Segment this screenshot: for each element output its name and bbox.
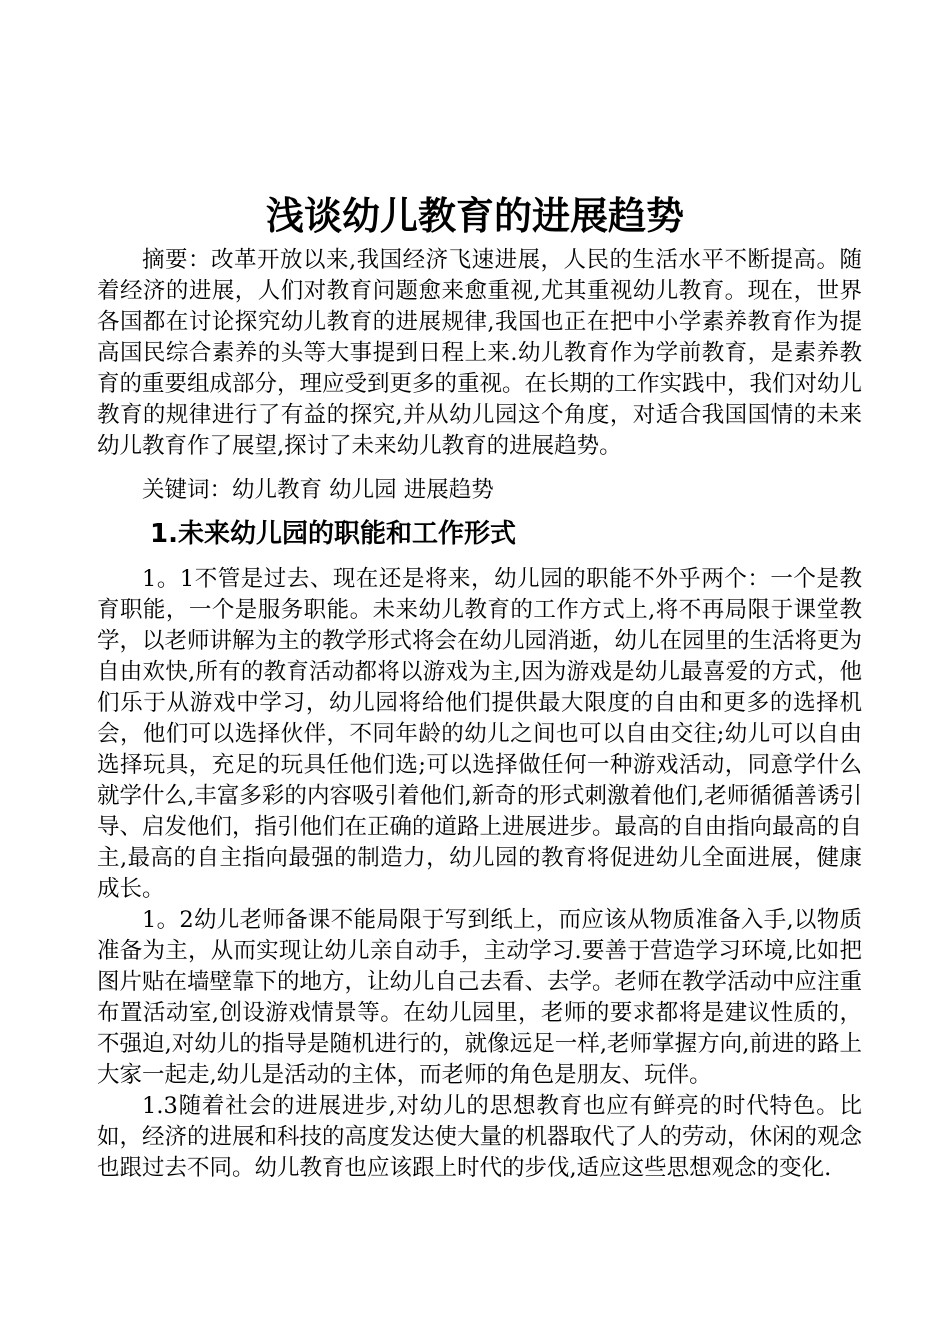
abstract-paragraph: 摘要：改革开放以来,我国经济飞速进展，人民的生活水平不断提高。随着经济的进展，人们对教育问题愈来愈重视,尤其重视幼儿教育。现在，世界各国都在讨论探究幼儿教育的进展规律,我国也正在把中小学素养教育作为提高国民综合素养的头等大事提到日程上来.幼儿教育作为学前教育，是素养教育的重要组成部分，理应受到更多的重视。在长期的工作实践中，我们对幼儿教育的规律进行了有益的探究,并从幼儿园这个角度，对适合我国国情的未来幼儿教育作了展望,探讨了未来幼儿教育的进展趋势。 [97, 247, 863, 459]
abstract-block [97, 245, 862, 462]
keywords-line: 关键词：幼儿教育 幼儿园 进展趋势 [142, 477, 494, 503]
paragraph-1-1: 1。1不管是过去、现在还是将来，幼儿园的职能不外乎两个：一个是教育职能，一个是服务职能。未来幼儿教育的工作方式上,将不再局限于课堂教学，以老师讲解为主的教学形式将会在幼儿园消逝，幼儿在园里的生活将更为自由欢快,所有的教育活动都将以游戏为主,因为游戏是幼儿最喜爱的方式，他们乐于从游戏中学习，幼儿园将给他们提供最大限度的自由和更多的选择机会，他们可以选择伙伴，不同年龄的幼儿之间也可以自由交往;幼儿可以自由选择玩具，充足的玩具任他们选;可以选择做任何一种游戏活动，同意学什么就学什么,丰富多彩的内容吸引着他们,新奇的形式刺激着他们,老师循循善诱引导、启发他们，指引他们在正确的道路上进展进步。最高的自由指向最高的自主,最高的自主指向最强的制造力，幼儿园的教育将促进幼儿全面进展，健康成长。 [97, 566, 863, 902]
keywords-block [97, 475, 862, 506]
section-heading: 1.未来幼儿园的职能和工作形式 [150, 519, 516, 549]
document-title: 浅谈幼儿教育的进展趋势 [265, 194, 684, 238]
paragraph-1-2: 1。2幼儿老师备课不能局限于写到纸上，而应该从物质准备入手,以物质准备为主，从而实现让幼儿亲自动手，主动学习.要善于营造学习环境,比如把图片贴在墙壁靠下的地方，让幼儿自己去看、去学。老师在教学活动中应注重布置活动室,创设游戏情景等。在幼儿园里，老师的要求都将是建议性质的，不强迫,对幼儿的指导是随机进行的，就像远足一样,老师掌握方向,前进的路上大家一起走,幼儿是活动的主体，而老师的角色是朋友、玩伴。 [97, 907, 863, 1088]
section-body [97, 564, 862, 1184]
paragraph-1-3: 1.3随着社会的进展进步,对幼儿的思想教育也应有鲜亮的时代特色。比如，经济的进展和科技的高度发达使大量的机器取代了人的劳动，休闲的观念也跟过去不同。幼儿教育也应该跟上时代的步伐,适应这些思想观念的变化. [97, 1093, 863, 1181]
